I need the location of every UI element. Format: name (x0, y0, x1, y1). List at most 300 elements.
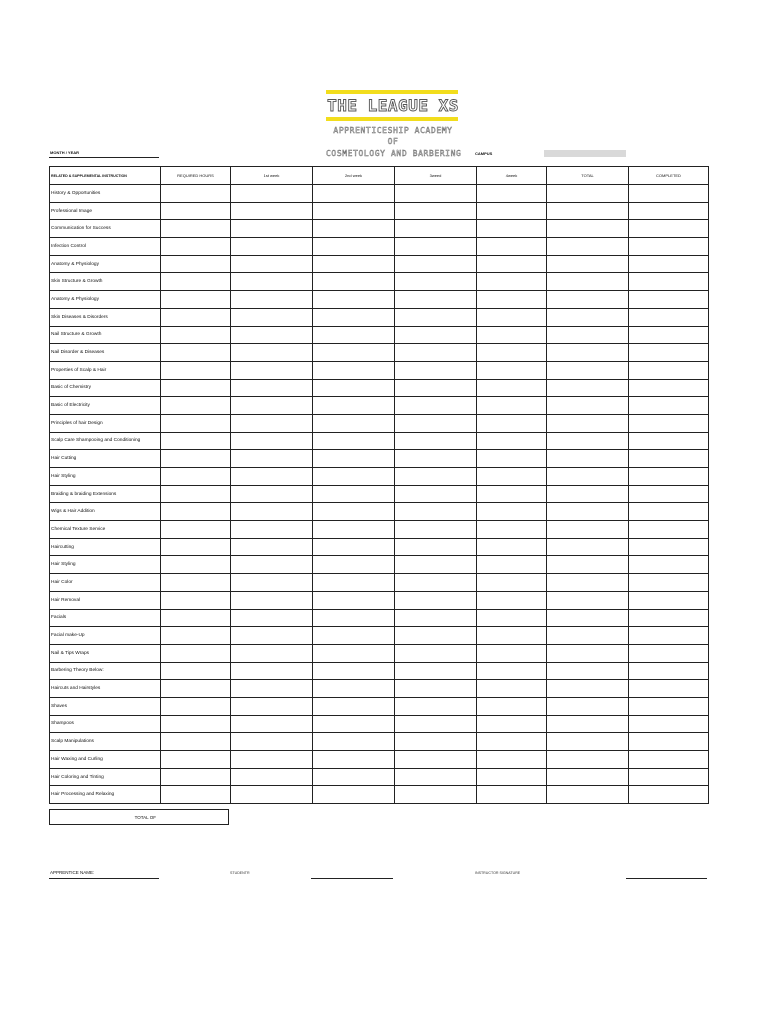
hours-cell[interactable] (547, 644, 629, 662)
hours-cell[interactable] (231, 574, 313, 592)
hours-cell[interactable] (231, 255, 313, 273)
subject-label: Shampoos (50, 715, 161, 733)
hours-cell[interactable] (395, 414, 477, 432)
hours-cell[interactable] (395, 521, 477, 539)
hours-cell[interactable] (477, 733, 547, 751)
hours-cell[interactable] (161, 326, 231, 344)
total-label: TOTAL OF (134, 815, 156, 820)
hours-cell[interactable] (161, 255, 231, 273)
hours-cell[interactable] (395, 291, 477, 309)
hours-cell[interactable] (547, 202, 629, 220)
hours-cell[interactable] (547, 344, 629, 362)
hours-cell[interactable] (313, 326, 395, 344)
hours-cell[interactable] (477, 450, 547, 468)
hours-cell[interactable] (231, 450, 313, 468)
hours-cell[interactable] (231, 644, 313, 662)
hours-cell[interactable] (161, 220, 231, 238)
hours-cell[interactable] (477, 644, 547, 662)
hours-cell[interactable] (547, 361, 629, 379)
hours-cell[interactable] (313, 255, 395, 273)
hours-cell[interactable] (161, 644, 231, 662)
hours-cell[interactable] (395, 238, 477, 256)
hours-cell[interactable] (313, 291, 395, 309)
hours-cell[interactable] (477, 768, 547, 786)
table-row (50, 733, 709, 751)
hours-cell[interactable] (231, 591, 313, 609)
hours-cell[interactable] (395, 751, 477, 769)
column-header: 3weed (395, 167, 477, 185)
hours-cell[interactable] (161, 591, 231, 609)
hours-cell[interactable] (395, 220, 477, 238)
hours-cell[interactable] (547, 485, 629, 503)
hours-cell[interactable] (395, 662, 477, 680)
hours-cell[interactable] (629, 273, 709, 291)
hours-cell[interactable] (629, 379, 709, 397)
hours-cell[interactable] (231, 238, 313, 256)
hours-cell[interactable] (629, 326, 709, 344)
hours-cell[interactable] (313, 662, 395, 680)
hours-cell[interactable] (313, 503, 395, 521)
hours-cell[interactable] (477, 361, 547, 379)
hours-cell[interactable] (161, 468, 231, 486)
hours-cell[interactable] (313, 361, 395, 379)
hours-cell[interactable] (629, 397, 709, 415)
table-row (50, 220, 709, 238)
hours-cell[interactable] (477, 574, 547, 592)
hours-cell[interactable] (395, 344, 477, 362)
subject-label: Basic of Electricity (50, 397, 161, 415)
hours-cell[interactable] (313, 574, 395, 592)
hours-cell[interactable] (629, 768, 709, 786)
hours-cell[interactable] (629, 574, 709, 592)
student-signature-field[interactable] (311, 878, 393, 879)
table-row (50, 574, 709, 592)
subject-label: Basic of Chemistry (50, 379, 161, 397)
hours-cell[interactable] (629, 344, 709, 362)
hours-cell[interactable] (395, 591, 477, 609)
hours-cell[interactable] (547, 715, 629, 733)
hours-cell[interactable] (629, 291, 709, 309)
hours-cell[interactable] (313, 786, 395, 804)
hours-cell[interactable] (231, 202, 313, 220)
hours-cell[interactable] (161, 574, 231, 592)
instructor-signature-field[interactable] (626, 878, 707, 879)
hours-cell[interactable] (395, 574, 477, 592)
hours-cell[interactable] (629, 468, 709, 486)
hours-cell[interactable] (313, 521, 395, 539)
hours-cell[interactable] (477, 680, 547, 698)
table-row (50, 255, 709, 273)
table-row (50, 680, 709, 698)
hours-cell[interactable] (313, 715, 395, 733)
hours-cell[interactable] (395, 538, 477, 556)
hours-cell[interactable] (629, 680, 709, 698)
hours-cell[interactable] (231, 556, 313, 574)
hours-cell[interactable] (629, 733, 709, 751)
hours-cell[interactable] (477, 503, 547, 521)
hours-cell[interactable] (477, 238, 547, 256)
hours-cell[interactable] (477, 291, 547, 309)
table-row (50, 751, 709, 769)
hours-cell[interactable] (231, 220, 313, 238)
hours-cell[interactable] (161, 786, 231, 804)
hours-cell[interactable] (629, 255, 709, 273)
hours-cell[interactable] (547, 768, 629, 786)
hours-cell[interactable] (395, 361, 477, 379)
hours-cell[interactable] (547, 414, 629, 432)
hours-cell[interactable] (231, 414, 313, 432)
hours-cell[interactable] (313, 627, 395, 645)
table-row (50, 768, 709, 786)
hours-cell[interactable] (313, 768, 395, 786)
hours-cell[interactable] (231, 768, 313, 786)
hours-cell[interactable] (313, 202, 395, 220)
column-header: COMPLETED (629, 167, 709, 185)
hours-cell[interactable] (477, 591, 547, 609)
hours-cell[interactable] (161, 556, 231, 574)
column-header: 4week (477, 167, 547, 185)
hours-cell[interactable] (547, 574, 629, 592)
hours-cell[interactable] (161, 733, 231, 751)
hours-cell[interactable] (547, 751, 629, 769)
hours-cell[interactable] (477, 627, 547, 645)
hours-cell[interactable] (161, 450, 231, 468)
hours-cell[interactable] (547, 556, 629, 574)
hours-cell[interactable] (477, 379, 547, 397)
hours-cell[interactable] (395, 733, 477, 751)
hours-cell[interactable] (629, 715, 709, 733)
hours-cell[interactable] (477, 697, 547, 715)
hours-cell[interactable] (547, 432, 629, 450)
hours-cell[interactable] (477, 485, 547, 503)
hours-cell[interactable] (629, 308, 709, 326)
hours-cell[interactable] (629, 202, 709, 220)
hours-cell[interactable] (395, 680, 477, 698)
hours-cell[interactable] (547, 273, 629, 291)
hours-cell[interactable] (313, 751, 395, 769)
table-row (50, 644, 709, 662)
hours-cell[interactable] (395, 255, 477, 273)
subject-label: Facials (50, 609, 161, 627)
hours-cell[interactable] (161, 662, 231, 680)
hours-cell[interactable] (313, 591, 395, 609)
hours-cell[interactable] (547, 538, 629, 556)
hours-cell[interactable] (395, 768, 477, 786)
hours-cell[interactable] (547, 521, 629, 539)
hours-cell[interactable] (629, 591, 709, 609)
hours-cell[interactable] (395, 326, 477, 344)
hours-cell[interactable] (231, 308, 313, 326)
hours-cell[interactable] (395, 644, 477, 662)
subject-label: Shaves (50, 697, 161, 715)
hours-cell[interactable] (231, 361, 313, 379)
hours-cell[interactable] (161, 308, 231, 326)
subject-label: Hair Cutting (50, 450, 161, 468)
hours-cell[interactable] (161, 185, 231, 203)
hours-cell[interactable] (161, 238, 231, 256)
hours-cell[interactable] (547, 733, 629, 751)
hours-cell[interactable] (231, 680, 313, 698)
hours-cell[interactable] (313, 397, 395, 415)
hours-cell[interactable] (231, 751, 313, 769)
hours-cell[interactable] (547, 291, 629, 309)
hours-cell[interactable] (547, 662, 629, 680)
hours-cell[interactable] (395, 202, 477, 220)
hours-cell[interactable] (313, 308, 395, 326)
hours-cell[interactable] (395, 627, 477, 645)
table-row (50, 786, 709, 804)
hours-cell[interactable] (395, 450, 477, 468)
hours-cell[interactable] (477, 202, 547, 220)
hours-cell[interactable] (231, 503, 313, 521)
hours-cell[interactable] (477, 220, 547, 238)
hours-cell[interactable] (629, 432, 709, 450)
subject-label: Infection Control (50, 238, 161, 256)
hours-cell[interactable] (231, 468, 313, 486)
hours-cell[interactable] (547, 680, 629, 698)
hours-cell[interactable] (161, 485, 231, 503)
hours-cell[interactable] (477, 662, 547, 680)
hours-cell[interactable] (629, 662, 709, 680)
hours-cell[interactable] (161, 273, 231, 291)
table-row (50, 308, 709, 326)
table-row (50, 468, 709, 486)
hours-cell[interactable] (313, 450, 395, 468)
hours-cell[interactable] (161, 627, 231, 645)
campus-field[interactable] (544, 150, 626, 157)
column-header: 1st week (231, 167, 313, 185)
table-row (50, 273, 709, 291)
hours-cell[interactable] (231, 627, 313, 645)
hours-cell[interactable] (629, 450, 709, 468)
hours-cell[interactable] (313, 344, 395, 362)
subject-label: Hair Color (50, 574, 161, 592)
hours-cell[interactable] (395, 185, 477, 203)
hours-cell[interactable] (547, 609, 629, 627)
hours-cell[interactable] (629, 697, 709, 715)
hours-cell[interactable] (161, 521, 231, 539)
table-row (50, 202, 709, 220)
hours-cell[interactable] (231, 521, 313, 539)
apprentice-name-field[interactable] (49, 878, 159, 879)
table-row (50, 521, 709, 539)
month-year-field[interactable] (49, 157, 159, 158)
hours-cell[interactable] (313, 238, 395, 256)
hours-cell[interactable] (395, 503, 477, 521)
hours-cell[interactable] (395, 273, 477, 291)
hours-cell[interactable] (313, 733, 395, 751)
hours-cell[interactable] (161, 414, 231, 432)
hours-cell[interactable] (161, 291, 231, 309)
hours-cell[interactable] (629, 556, 709, 574)
instructor-signature-label: INSTRUCTOR SIGNATURE (475, 871, 521, 875)
subject-label: Braiding & braiding Extensions (50, 485, 161, 503)
table-row (50, 450, 709, 468)
hours-cell[interactable] (395, 308, 477, 326)
hours-cell[interactable] (547, 591, 629, 609)
hours-cell[interactable] (231, 432, 313, 450)
hours-cell[interactable] (231, 733, 313, 751)
table-row (50, 414, 709, 432)
hours-cell[interactable] (313, 697, 395, 715)
hours-cell[interactable] (231, 291, 313, 309)
hours-cell[interactable] (161, 202, 231, 220)
academy-logo (326, 90, 460, 164)
hours-cell[interactable] (395, 379, 477, 397)
hours-cell[interactable] (629, 238, 709, 256)
hours-cell[interactable] (395, 697, 477, 715)
hours-cell[interactable] (477, 308, 547, 326)
hours-cell[interactable] (313, 379, 395, 397)
logo-accent-bar (326, 117, 458, 121)
hours-cell[interactable] (477, 751, 547, 769)
hours-cell[interactable] (161, 715, 231, 733)
hours-cell[interactable] (313, 609, 395, 627)
hours-cell[interactable] (161, 768, 231, 786)
hours-cell[interactable] (477, 273, 547, 291)
hours-cell[interactable] (629, 185, 709, 203)
month-year-label: MONTH / YEAR (50, 150, 80, 155)
hours-cell[interactable] (629, 786, 709, 804)
subject-label: Barbering Theory Below: (50, 662, 161, 680)
student-label: STUDENTR (230, 871, 250, 875)
hours-cell[interactable] (477, 468, 547, 486)
hours-cell[interactable] (477, 326, 547, 344)
hours-cell[interactable] (231, 185, 313, 203)
hours-cell[interactable] (231, 697, 313, 715)
hours-cell[interactable] (231, 609, 313, 627)
hours-cell[interactable] (231, 379, 313, 397)
hours-cell[interactable] (629, 538, 709, 556)
hours-cell[interactable] (161, 344, 231, 362)
hours-cell[interactable] (547, 220, 629, 238)
hours-cell[interactable] (313, 556, 395, 574)
hours-cell[interactable] (313, 220, 395, 238)
hours-cell[interactable] (477, 556, 547, 574)
hours-cell[interactable] (161, 379, 231, 397)
hours-cell[interactable] (395, 556, 477, 574)
hours-cell[interactable] (477, 255, 547, 273)
hours-cell[interactable] (313, 538, 395, 556)
hours-cell[interactable] (629, 644, 709, 662)
hours-cell[interactable] (477, 609, 547, 627)
subject-label: Hair Removal (50, 591, 161, 609)
table-header-row (50, 167, 709, 185)
hours-cell[interactable] (477, 538, 547, 556)
hours-cell[interactable] (477, 521, 547, 539)
hours-cell[interactable] (395, 715, 477, 733)
hours-cell[interactable] (231, 397, 313, 415)
hours-cell[interactable] (477, 715, 547, 733)
hours-cell[interactable] (547, 185, 629, 203)
hours-cell[interactable] (161, 361, 231, 379)
hours-cell[interactable] (231, 715, 313, 733)
hours-cell[interactable] (395, 485, 477, 503)
hours-cell[interactable] (161, 397, 231, 415)
hours-cell[interactable] (231, 344, 313, 362)
hours-cell[interactable] (547, 397, 629, 415)
subject-label: Scalp Care Shampooing and Conditioning (50, 432, 161, 450)
hours-cell[interactable] (547, 255, 629, 273)
hours-cell[interactable] (161, 751, 231, 769)
hours-cell[interactable] (395, 609, 477, 627)
hours-cell[interactable] (395, 432, 477, 450)
hours-cell[interactable] (161, 538, 231, 556)
hours-cell[interactable] (547, 468, 629, 486)
hours-cell[interactable] (547, 238, 629, 256)
campus-label: CAMPUS (475, 151, 493, 156)
logo-accent-bar (326, 90, 458, 94)
hours-cell[interactable] (629, 503, 709, 521)
hours-cell[interactable] (629, 521, 709, 539)
hours-cell[interactable] (477, 786, 547, 804)
hours-cell[interactable] (629, 361, 709, 379)
hours-cell[interactable] (161, 609, 231, 627)
hours-cell[interactable] (395, 468, 477, 486)
subject-label: Chemical Texture Service (50, 521, 161, 539)
hours-cell[interactable] (313, 185, 395, 203)
subject-label: Anatomy & Physiology (50, 255, 161, 273)
hours-cell[interactable] (395, 397, 477, 415)
table-row (50, 291, 709, 309)
hours-cell[interactable] (629, 751, 709, 769)
hours-cell[interactable] (313, 432, 395, 450)
hours-cell[interactable] (313, 468, 395, 486)
hours-cell[interactable] (547, 627, 629, 645)
hours-cell[interactable] (313, 414, 395, 432)
hours-cell[interactable] (477, 414, 547, 432)
hours-cell[interactable] (395, 786, 477, 804)
logo-subtitle: APPRENTICESHIP ACADEMY (333, 126, 453, 135)
table-row (50, 627, 709, 645)
hours-cell[interactable] (547, 697, 629, 715)
hours-cell[interactable] (629, 485, 709, 503)
hours-cell[interactable] (629, 627, 709, 645)
hours-cell[interactable] (477, 397, 547, 415)
table-row (50, 591, 709, 609)
hours-cell[interactable] (231, 326, 313, 344)
hours-cell[interactable] (547, 503, 629, 521)
hours-cell[interactable] (477, 344, 547, 362)
hours-cell[interactable] (547, 326, 629, 344)
table-row (50, 379, 709, 397)
hours-cell[interactable] (161, 432, 231, 450)
hours-cell[interactable] (231, 662, 313, 680)
hours-cell[interactable] (231, 273, 313, 291)
hours-cell[interactable] (629, 609, 709, 627)
hours-cell[interactable] (477, 185, 547, 203)
hours-cell[interactable] (629, 414, 709, 432)
hours-cell[interactable] (547, 786, 629, 804)
hours-cell[interactable] (313, 273, 395, 291)
subject-label: Nail Structure & Growth (50, 326, 161, 344)
subject-label: Hair Coloring and Tinting (50, 768, 161, 786)
hours-cell[interactable] (161, 503, 231, 521)
hours-cell[interactable] (629, 220, 709, 238)
hours-cell[interactable] (161, 680, 231, 698)
hours-cell[interactable] (313, 485, 395, 503)
hours-cell[interactable] (231, 786, 313, 804)
hours-cell[interactable] (313, 644, 395, 662)
hours-cell[interactable] (477, 432, 547, 450)
hours-cell[interactable] (547, 450, 629, 468)
hours-cell[interactable] (161, 697, 231, 715)
hours-cell[interactable] (547, 308, 629, 326)
hours-cell[interactable] (231, 485, 313, 503)
hours-cell[interactable] (547, 379, 629, 397)
hours-cell[interactable] (313, 680, 395, 698)
hours-cell[interactable] (231, 538, 313, 556)
